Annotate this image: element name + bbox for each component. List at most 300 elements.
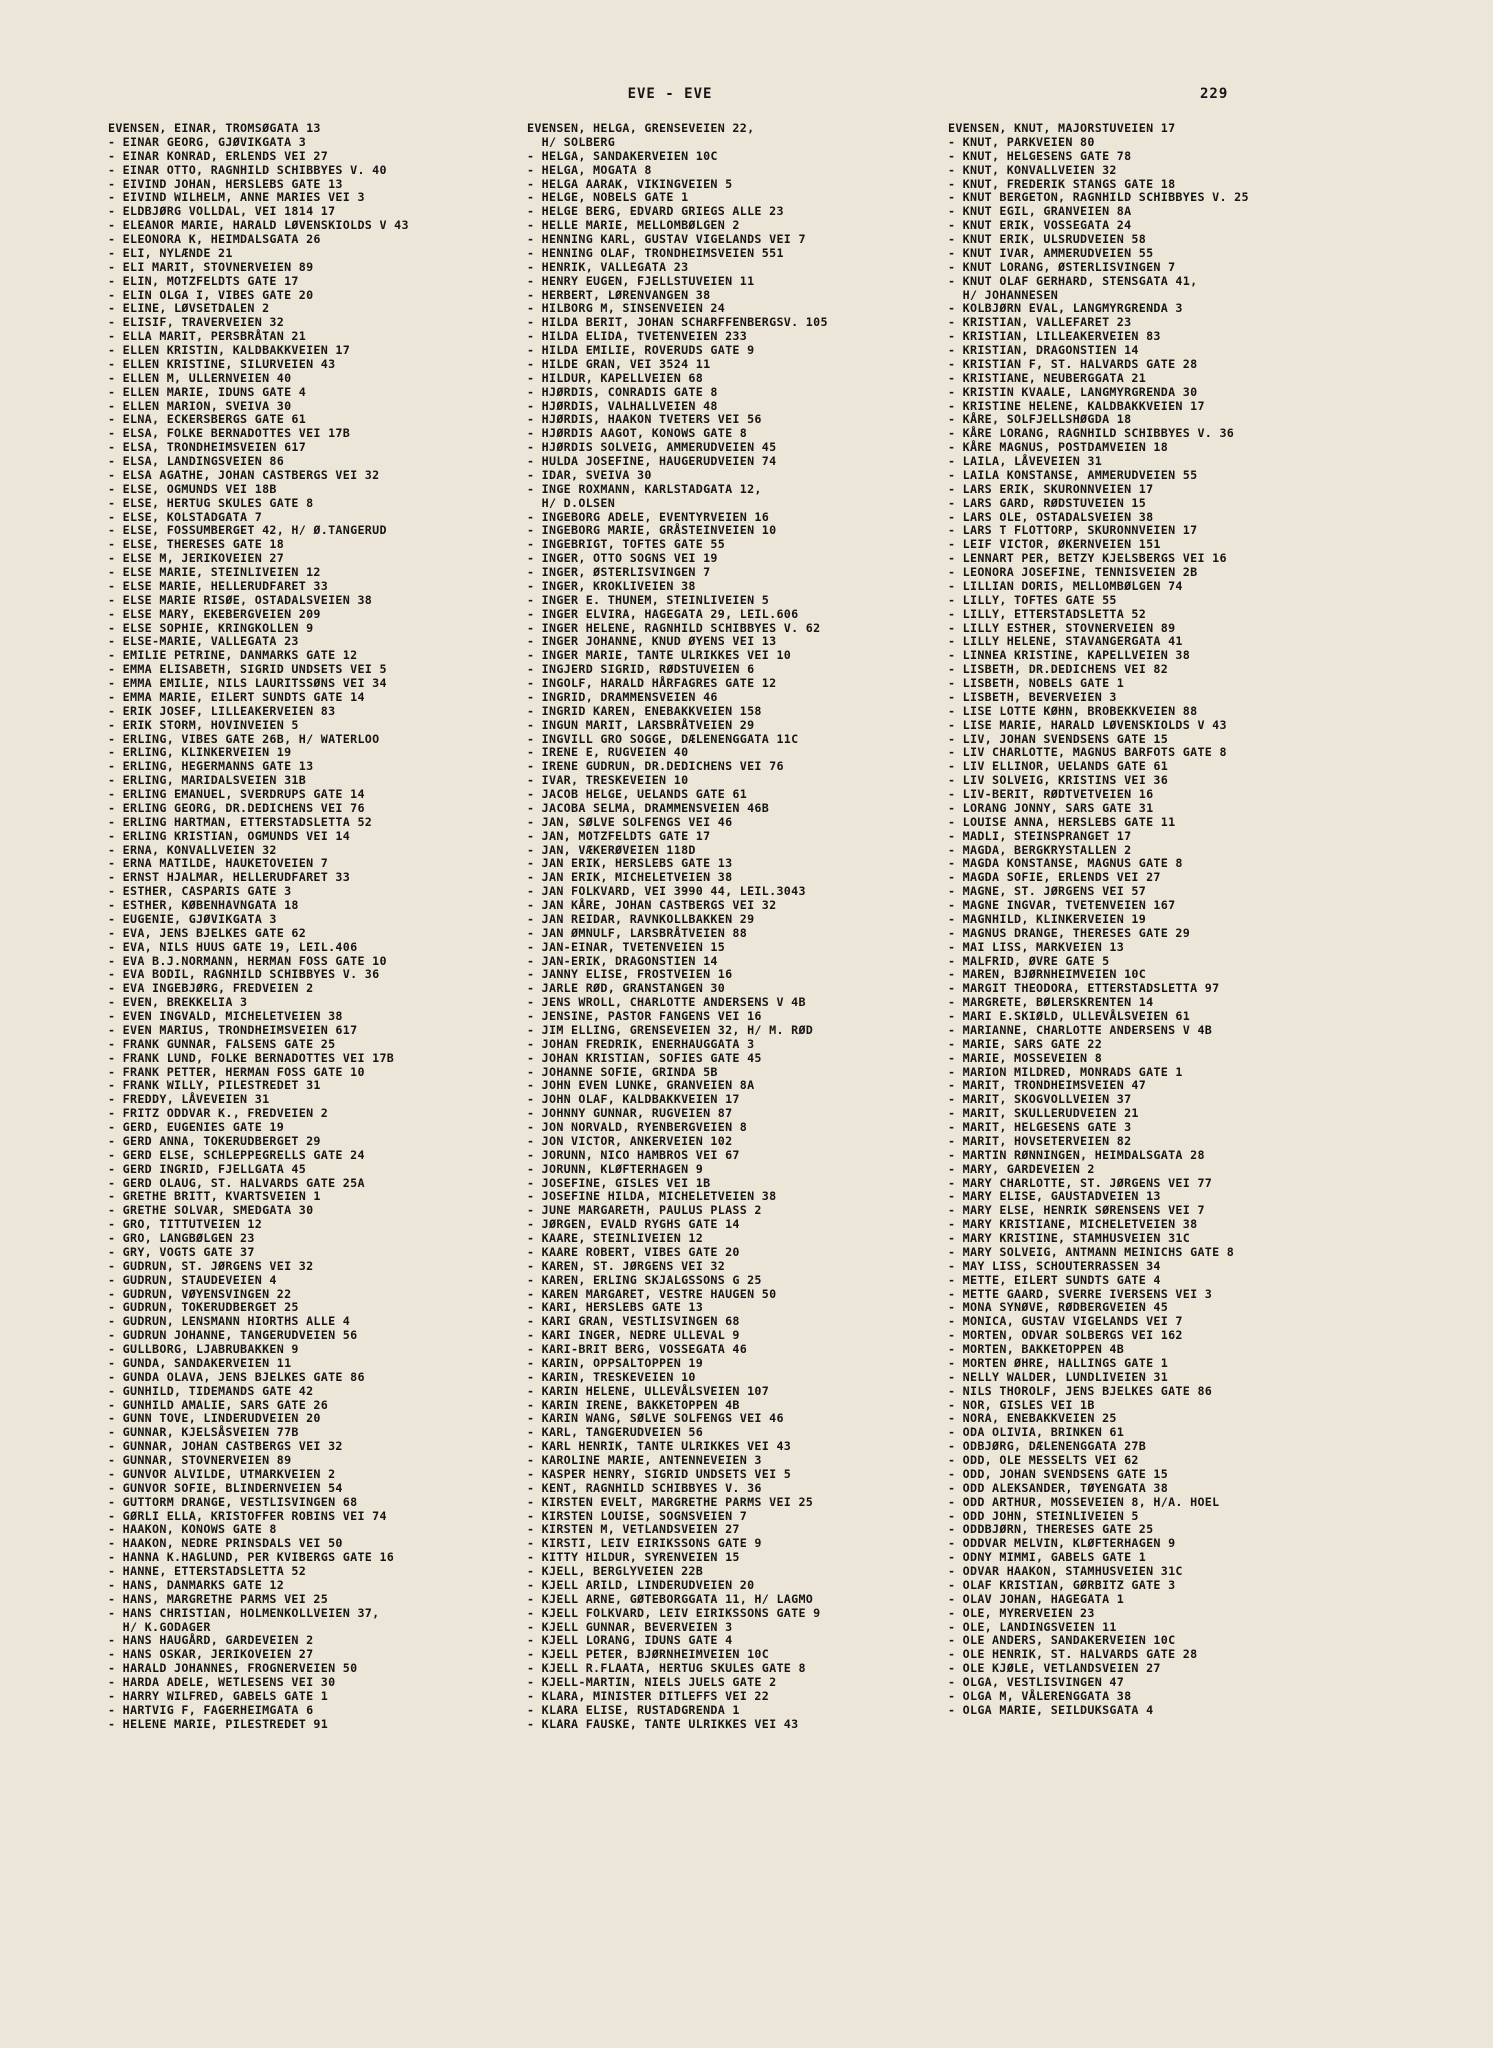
directory-entry: - HELGA, MOGATA 8 — [527, 162, 652, 177]
directory-entry: - LISE LOTTE KØHN, BROBEKKVEIEN 88 — [948, 703, 1198, 718]
directory-entry: - KNUT LORANG, ØSTERLISVINGEN 7 — [948, 259, 1176, 274]
directory-entry: - ODD ALEKSANDER, TØYENGATA 38 — [948, 1480, 1169, 1495]
directory-entry: - JOHN EVEN LUNKE, GRANVEIEN 8A — [527, 1078, 755, 1093]
directory-entry: - JAN-EINAR, TVETENVEIEN 15 — [527, 939, 726, 954]
directory-entry: - HILBORG M, SINSENVEIEN 24 — [527, 301, 726, 316]
directory-entry: - INGOLF, HARALD HÅRFAGRES GATE 12 — [527, 676, 777, 690]
directory-entry: - HENRIK, VALLEGATA 23 — [527, 259, 689, 274]
directory-entry: - ESTHER, CASPARIS GATE 3 — [108, 884, 292, 899]
directory-entry: - ERNST HJALMAR, HELLERUDFARET 33 — [108, 870, 351, 885]
directory-entry: - METTE GAARD, SVERRE IVERSENS VEI 3 — [948, 1286, 1213, 1301]
directory-column-2 — [527, 122, 967, 1732]
directory-entry: - EMMA MARIE, EILERT SUNDTS GATE 14 — [108, 689, 365, 704]
directory-entry: - KJELL R.FLAATA, HERTUG SKULES GATE 8 — [527, 1661, 806, 1676]
directory-entry: - KARL HENRIK, TANTE ULRIKKES VEI 43 — [527, 1439, 792, 1454]
directory-entry: - KASPER HENRY, SIGRID UNDSETS VEI 5 — [527, 1466, 792, 1481]
directory-entry: - INGER JOHANNE, KNUD ØYENS VEI 13 — [527, 634, 777, 649]
directory-entry: - KOLBJØRN EVAL, LANGMYRGRENDA 3 — [948, 301, 1183, 316]
directory-entry: - MARGRETE, BØLERSKRENTEN 14 — [948, 995, 1154, 1010]
directory-entry: - KJELL FOLKVARD, LEIV EIRIKSSONS GATE 9 — [527, 1605, 821, 1620]
directory-entry: - HAAKON, KONOWS GATE 8 — [108, 1522, 277, 1537]
directory-entry: - HJØRDIS SOLVEIG, AMMERUDVEIEN 45 — [527, 440, 777, 455]
directory-entry: - EVA BODIL, RAGNHILD SCHIBBYES V. 36 — [108, 967, 380, 982]
directory-entry: - KRISTIAN F, ST. HALVARDS GATE 28 — [948, 356, 1198, 371]
directory-entry: - ELEANOR MARIE, HARALD LØVENSKIOLDS V 43 — [108, 218, 409, 233]
directory-entry: - ELSE, HERTUG SKULES GATE 8 — [108, 495, 314, 510]
directory-entry: - NORA, ENEBAKKVEIEN 25 — [948, 1411, 1117, 1426]
directory-entry: - LILLY, ETTERSTADSLETTA 52 — [948, 606, 1147, 621]
directory-entry: - ODNY MIMMI, GABELS GATE 1 — [948, 1550, 1147, 1565]
directory-entry: - ERIK STORM, HOVINVEIEN 5 — [108, 717, 299, 732]
directory-entry: EVENSEN, EINAR, TROMSØGATA 13 — [108, 122, 321, 135]
directory-entry: - GUDRUN, VØYENSVINGEN 22 — [108, 1286, 292, 1301]
directory-entry: - ERNA, KONVALLVEIEN 32 — [108, 842, 277, 857]
directory-entry: - ODVAR HAAKON, STAMHUSVEIEN 31C — [948, 1564, 1183, 1578]
directory-entry: - LARS GARD, RØDSTUVEIEN 15 — [948, 495, 1147, 510]
directory-entry: - INGJERD SIGRID, RØDSTUVEIEN 6 — [527, 662, 755, 677]
directory-entry: - JANNY ELISE, FROSTVEIEN 16 — [527, 967, 733, 982]
directory-entry: - GUNNAR, JOHAN CASTBERGS VEI 32 — [108, 1439, 343, 1454]
directory-entry: H/ K.GODAGER — [108, 1619, 211, 1634]
directory-entry: - KJELL ARILD, LINDERUDVEIEN 20 — [527, 1577, 755, 1592]
directory-entry: - KARIN IRENE, BAKKETOPPEN 4B — [527, 1397, 740, 1412]
directory-entry: - GUDRUN, TOKERUDBERGET 25 — [108, 1300, 299, 1315]
directory-entry: - INGER E. THUNEM, STEINLIVEIEN 5 — [527, 592, 770, 607]
directory-entry: - ERLING EMANUEL, SVERDRUPS GATE 14 — [108, 787, 365, 801]
directory-entry: - GUNHILD AMALIE, SARS GATE 26 — [108, 1397, 329, 1412]
directory-entry: - NILS THOROLF, JENS BJELKES GATE 86 — [948, 1383, 1213, 1398]
directory-entry: - INGER, KROKLIVEIEN 38 — [527, 578, 696, 593]
directory-entry: - ELLA MARIT, PERSBRÅTAN 21 — [108, 329, 307, 344]
directory-entry: H/ SOLBERG — [527, 134, 616, 149]
directory-entry: - ELSE, OGMUNDS VEI 18B — [108, 481, 277, 496]
directory-entry: - ELEONORA K, HEIMDALSGATA 26 — [108, 232, 321, 246]
directory-entry: - LAILA KONSTANSE, AMMERUDVEIEN 55 — [948, 467, 1198, 482]
directory-column-3 — [948, 122, 1418, 1718]
directory-entry: - ESTHER, KØBENHAVNGATA 18 — [108, 898, 299, 912]
directory-entry: - JUNE MARGARETH, PAULUS PLASS 2 — [527, 1203, 762, 1218]
directory-entry: - KAREN, ERLING SKJALGSSONS G 25 — [527, 1272, 762, 1287]
directory-entry: - EVA, JENS BJELKES GATE 62 — [108, 925, 307, 940]
directory-entry: - JOSEFINE, GISLES VEI 1B — [527, 1175, 711, 1190]
directory-entry: - ODDBJØRN, THERESES GATE 25 — [948, 1522, 1154, 1537]
directory-entry: - LINNEA KRISTINE, KAPELLVEIEN 38 — [948, 648, 1191, 663]
directory-entry: - HENNING KARL, GUSTAV VIGELANDS VEI 7 — [527, 232, 806, 246]
directory-entry: - ELSE MARIE, STEINLIVEIEN 12 — [108, 565, 321, 579]
directory-entry: - MARION MILDRED, MONRADS GATE 1 — [948, 1064, 1183, 1079]
directory-entry: - GULLBORG, LJABRUBAKKEN 9 — [108, 1342, 299, 1356]
directory-entry: - MONICA, GUSTAV VIGELANDS VEI 7 — [948, 1314, 1183, 1329]
directory-entry: - LISE MARIE, HARALD LØVENSKIOLDS V 43 — [948, 717, 1227, 732]
directory-entry: - IRENE GUDRUN, DR.DEDICHENS VEI 76 — [527, 759, 784, 774]
directory-entry: - MARGIT THEODORA, ETTERSTADSLETTA 97 — [948, 981, 1220, 996]
directory-entry: - IVAR, TRESKEVEIEN 10 — [527, 773, 689, 788]
directory-entry: - JØRGEN, EVALD RYGHS GATE 14 — [527, 1217, 740, 1232]
directory-entry: - ELI, NYLÆNDE 21 — [108, 245, 233, 260]
directory-entry: - HJØRDIS, VALHALLVEIEN 48 — [527, 398, 718, 413]
directory-entry: - ODD, OLE MESSELTS VEI 62 — [948, 1453, 1139, 1467]
directory-entry: - KARL, TANGERUDVEIEN 56 — [527, 1425, 704, 1440]
directory-entry: - LILLY HELENE, STAVANGERGATA 41 — [948, 634, 1183, 649]
directory-entry: - INGER, ØSTERLISVINGEN 7 — [527, 565, 711, 579]
directory-entry: - EMILIE PETRINE, DANMARKS GATE 12 — [108, 648, 358, 663]
directory-entry: - MAGNUS DRANGE, THERESES GATE 29 — [948, 925, 1191, 940]
directory-entry: - KNUT ERIK, ULSRUDVEIEN 58 — [948, 232, 1147, 246]
directory-entry: - HULDA JOSEFINE, HAUGERUDVEIEN 74 — [527, 454, 777, 468]
directory-entry: - OLGA M, VÅLERENGGATA 38 — [948, 1688, 1132, 1703]
directory-entry: - GØRLI ELLA, KRISTOFFER ROBINS VEI 74 — [108, 1508, 387, 1523]
directory-entry: - ELSE, FOSSUMBERGET 42, H/ Ø.TANGERUD — [108, 523, 387, 538]
directory-entry: - LILLY ESTHER, STOVNERVEIEN 89 — [948, 620, 1176, 635]
directory-entry: - JAN, MOTZFELDTS GATE 17 — [527, 828, 711, 843]
directory-entry: - KNUT OLAF GERHARD, STENSGATA 41, — [948, 273, 1198, 288]
directory-entry: - MAREN, BJØRNHEIMVEIEN 10C — [948, 967, 1147, 982]
directory-entry: - ELLEN KRISTIN, KALDBAKKVEIEN 17 — [108, 343, 351, 357]
directory-entry: - ERLING, VIBES GATE 26B, H/ WATERLOO — [108, 731, 380, 746]
directory-entry: - JAN REIDAR, RAVNKOLLBAKKEN 29 — [527, 911, 755, 926]
directory-entry: - LARS OLE, OSTADALSVEIEN 38 — [948, 509, 1154, 524]
directory-entry: - KNUT, PARKVEIEN 80 — [948, 134, 1095, 149]
directory-entry: - JENSINE, PASTOR FANGENS VEI 16 — [527, 1009, 762, 1023]
directory-entry: - GUTTORM DRANGE, VESTLISVINGEN 68 — [108, 1494, 358, 1509]
directory-entry: - GUNHILD, TIDEMANDS GATE 42 — [108, 1383, 314, 1398]
directory-entry: - HENRY EUGEN, FJELLSTUVEIEN 11 — [527, 273, 755, 288]
directory-entry: - HARDA ADELE, WETLESENS VEI 30 — [108, 1675, 336, 1689]
directory-entry: - KIRSTEN LOUISE, SOGNSVEIEN 7 — [527, 1508, 748, 1523]
directory-entry: - LARS ERIK, SKURONNVEIEN 17 — [948, 481, 1154, 496]
directory-entry: - JAN KÅRE, JOHAN CASTBERGS VEI 32 — [527, 898, 777, 912]
directory-entry: - HJØRDIS, CONRADIS GATE 8 — [527, 384, 718, 399]
directory-entry: - KNUT BERGETON, RAGNHILD SCHIBBYES V. 25 — [948, 190, 1249, 205]
directory-entry: - MARIANNE, CHARLOTTE ANDERSENS V 4B — [948, 1022, 1213, 1037]
directory-entry: - HANNE, ETTERSTADSLETTA 52 — [108, 1564, 307, 1578]
directory-entry: - KLARA, MINISTER DITLEFFS VEI 22 — [527, 1688, 770, 1703]
directory-entry: - LILLIAN DORIS, MELLOMBØLGEN 74 — [948, 578, 1183, 593]
directory-entry: - FRANK WILLY, PILESTREDET 31 — [108, 1078, 321, 1093]
directory-entry: - INGER HELENE, RAGNHILD SCHIBBYES V. 62 — [527, 620, 821, 635]
directory-entry: - GUDRUN, LENSMANN HIORTHS ALLE 4 — [108, 1314, 351, 1329]
directory-entry: - KAARE ROBERT, VIBES GATE 20 — [527, 1244, 740, 1259]
directory-entry: - MAGDA KONSTANSE, MAGNUS GATE 8 — [948, 856, 1183, 871]
directory-entry: - KRISTIAN, DRAGONSTIEN 14 — [948, 343, 1139, 357]
directory-entry: - GUNDA OLAVA, JENS BJELKES GATE 86 — [108, 1369, 365, 1384]
directory-entry: - MARIT, TRONDHEIMSVEIEN 47 — [948, 1078, 1147, 1093]
directory-entry: - NELLY WALDER, LUNDLIVEIEN 31 — [948, 1369, 1169, 1384]
directory-entry: - ODDVAR MELVIN, KLØFTERHAGEN 9 — [948, 1536, 1176, 1551]
directory-entry: - MARY KRISTINE, STAMHUSVEIEN 31C — [948, 1231, 1191, 1245]
directory-entry: - JAN FOLKVARD, VEI 3990 44, LEIL.3043 — [527, 884, 806, 899]
directory-entry: - JOHN OLAF, KALDBAKKVEIEN 17 — [527, 1092, 740, 1107]
directory-entry: - MARY SOLVEIG, ANTMANN MEINICHS GATE 8 — [948, 1244, 1235, 1259]
directory-entry: - KLARA ELISE, RUSTADGRENDA 1 — [527, 1702, 740, 1717]
directory-entry: - OLAF KRISTIAN, GØRBITZ GATE 3 — [948, 1577, 1176, 1592]
directory-entry: - MARIT, HELGESENS GATE 3 — [948, 1120, 1132, 1134]
directory-entry: - ELSE, THERESES GATE 18 — [108, 537, 285, 552]
directory-entry: - EVA, NILS HUUS GATE 19, LEIL.406 — [108, 939, 358, 954]
directory-entry: - HELENE MARIE, PILESTREDET 91 — [108, 1716, 329, 1731]
directory-entry: - ELLEN MARION, SVEIVA 30 — [108, 398, 292, 413]
directory-entry: - JAN ERIK, HERSLEBS GATE 13 — [527, 856, 733, 871]
directory-entry: - MAGNHILD, KLINKERVEIEN 19 — [948, 911, 1147, 926]
directory-entry: - OLE, LANDINGSVEIEN 11 — [948, 1619, 1117, 1634]
directory-entry: - MORTEN ØHRE, HALLINGS GATE 1 — [948, 1355, 1169, 1370]
directory-entry: - MAGDA, BERGKRYSTALLEN 2 — [948, 842, 1132, 857]
directory-entry: - KIRSTI, LEIV EIRIKSSONS GATE 9 — [527, 1536, 762, 1551]
directory-entry: - JOHNNY GUNNAR, RUGVEIEN 87 — [527, 1106, 733, 1121]
directory-entry: - MAGNE INGVAR, TVETENVEIEN 167 — [948, 898, 1176, 912]
directory-entry: - GERD INGRID, FJELLGATA 45 — [108, 1161, 307, 1176]
directory-entry: - EVA B.J.NORMANN, HERMAN FOSS GATE 10 — [108, 953, 387, 968]
directory-entry: - ODA OLIVIA, BRINKEN 61 — [948, 1425, 1125, 1440]
directory-entry: - HILDA BERIT, JOHAN SCHARFFENBERGSV. 105 — [527, 315, 828, 330]
directory-entry: - JAN-ERIK, DRAGONSTIEN 14 — [527, 953, 718, 968]
directory-entry: - MARY, GARDEVEIEN 2 — [948, 1161, 1095, 1176]
directory-entry: - ELLEN MARIE, IDUNS GATE 4 — [108, 384, 307, 399]
directory-entry: - IRENE E, RUGVEIEN 40 — [527, 745, 689, 760]
directory-entry: - HANS OSKAR, JERIKOVEIEN 27 — [108, 1647, 314, 1662]
directory-entry: - ELSE M, JERIKOVEIEN 27 — [108, 551, 285, 566]
directory-entry: - HJØRDIS AAGOT, KONOWS GATE 8 — [527, 426, 748, 441]
directory-entry: - GUDRUN, ST. JØRGENS VEI 32 — [108, 1258, 314, 1273]
directory-entry: - JAN ERIK, MICHELETVEIEN 38 — [527, 870, 733, 885]
directory-entry: - MARIT, SKULLERUDVEIEN 21 — [948, 1106, 1139, 1121]
directory-entry: - EINAR GEORG, GJØVIKGATA 3 — [108, 134, 307, 149]
directory-entry: - GUNNAR, STOVNERVEIEN 89 — [108, 1453, 292, 1467]
directory-entry: - ELSA AGATHE, JOHAN CASTBERGS VEI 32 — [108, 467, 380, 482]
directory-entry: - MARTIN RØNNINGEN, HEIMDALSGATA 28 — [948, 1147, 1205, 1162]
directory-entry: - KAROLINE MARIE, ANTENNEVEIEN 3 — [527, 1453, 762, 1467]
directory-entry: - ERIK JOSEF, LILLEAKERVEIEN 83 — [108, 703, 336, 718]
directory-entry: - KIRSTEN EVELT, MARGRETHE PARMS VEI 25 — [527, 1494, 814, 1509]
directory-entry: - JOHANNE SOFIE, GRINDA 5B — [527, 1064, 718, 1079]
directory-entry: - FREDDY, LÅVEVEIEN 31 — [108, 1092, 270, 1107]
directory-entry: - JON NORVALD, RYENBERGVEIEN 8 — [527, 1120, 748, 1134]
directory-entry: - INGEBRIGT, TOFTES GATE 55 — [527, 537, 726, 552]
directory-entry: - JAN, SØLVE SOLFENGS VEI 46 — [527, 814, 733, 829]
directory-entry: - GUDRUN JOHANNE, TANGERUDVEIEN 56 — [108, 1328, 358, 1343]
directory-entry: - HANS CHRISTIAN, HOLMENKOLLVEIEN 37, — [108, 1605, 380, 1620]
directory-entry: - HELGE BERG, EDVARD GRIEGS ALLE 23 — [527, 204, 784, 219]
directory-entry: - LIV CHARLOTTE, MAGNUS BARFOTS GATE 8 — [948, 745, 1227, 760]
directory-entry: - INGER MARIE, TANTE ULRIKKES VEI 10 — [527, 648, 792, 663]
directory-entry: - OLE HENRIK, ST. HALVARDS GATE 28 — [948, 1647, 1198, 1662]
directory-entry: - ELSE-MARIE, VALLEGATA 23 — [108, 634, 299, 649]
directory-entry: - LISBETH, NOBELS GATE 1 — [948, 676, 1125, 690]
directory-entry: - LILLY, TOFTES GATE 55 — [948, 592, 1117, 607]
directory-entry: - LOUISE ANNA, HERSLEBS GATE 11 — [948, 814, 1176, 829]
directory-entry: - KRISTINE HELENE, KALDBAKKVEIEN 17 — [948, 398, 1205, 413]
directory-entry: - LEONORA JOSEFINE, TENNISVEIEN 2B — [948, 565, 1198, 579]
directory-entry: - EVEN INGVALD, MICHELETVEIEN 38 — [108, 1009, 343, 1023]
directory-entry: - ELIN OLGA I, VIBES GATE 20 — [108, 287, 314, 302]
directory-entry: - INGER ELVIRA, HAGEGATA 29, LEIL.606 — [527, 606, 799, 621]
directory-entry: - INGEBORG ADELE, EVENTYRVEIEN 16 — [527, 509, 770, 524]
directory-entry: - ELI MARIT, STOVNERVEIEN 89 — [108, 259, 314, 274]
directory-entry: - JIM ELLING, GRENSEVEIEN 32, H/ M. RØD — [527, 1022, 814, 1037]
directory-entry: - GUNVOR SOFIE, BLINDERNVEIEN 54 — [108, 1480, 343, 1495]
directory-entry: - MORTEN, BAKKETOPPEN 4B — [948, 1342, 1125, 1356]
directory-entry: - MARY ELISE, GAUSTADVEIEN 13 — [948, 1189, 1161, 1204]
directory-entry: - GRY, VOGTS GATE 37 — [108, 1244, 255, 1259]
directory-entry: - KRISTIN KVAALE, LANGMYRGRENDA 30 — [948, 384, 1198, 399]
directory-entry: - ELSE, KOLSTADGATA 7 — [108, 509, 263, 524]
directory-entry: - HARRY WILFRED, GABELS GATE 1 — [108, 1688, 329, 1703]
directory-entry: - KARI, HERSLEBS GATE 13 — [527, 1300, 704, 1315]
directory-entry: - GUNVOR ALVILDE, UTMARKVEIEN 2 — [108, 1466, 336, 1481]
directory-entry: - ELISIF, TRAVERVEIEN 32 — [108, 315, 285, 330]
directory-entry: - HARALD JOHANNES, FROGNERVEIEN 50 — [108, 1661, 358, 1676]
directory-entry: - MARIE, SARS GATE 22 — [948, 1036, 1103, 1051]
directory-entry: - EVA INGEBJØRG, FREDVEIEN 2 — [108, 981, 314, 996]
directory-entry: - KÅRE MAGNUS, POSTDAMVEIEN 18 — [948, 440, 1169, 455]
directory-entry: - GERD ELSE, SCHLEPPEGRELLS GATE 24 — [108, 1147, 365, 1162]
directory-entry: - KNUT IVAR, AMMERUDVEIEN 55 — [948, 245, 1154, 260]
directory-entry: - KARI-BRIT BERG, VOSSEGATA 46 — [527, 1342, 748, 1356]
directory-entry: - EINAR KONRAD, ERLENDS VEI 27 — [108, 148, 329, 163]
directory-entry: - KNUT ERIK, VOSSEGATA 24 — [948, 218, 1132, 233]
directory-entry: - LORANG JONNY, SARS GATE 31 — [948, 800, 1154, 815]
directory-entry: - HANS, DANMARKS GATE 12 — [108, 1577, 285, 1592]
directory-entry: - LAILA, LÅVEVEIEN 31 — [948, 454, 1103, 468]
directory-entry: - KÅRE LORANG, RAGNHILD SCHIBBYES V. 36 — [948, 426, 1235, 441]
directory-entry: - HILDE GRAN, VEI 3524 11 — [527, 356, 711, 371]
directory-entry: - ELNA, ECKERSBERGS GATE 61 — [108, 412, 307, 427]
directory-entry: - JAN, VÆKERØVEIEN 118D — [527, 842, 696, 857]
directory-entry: - HILDA ELIDA, TVETENVEIEN 233 — [527, 329, 748, 344]
directory-entry: - ERLING, MARIDALSVEIEN 31B — [108, 773, 307, 788]
directory-entry: - KRISTIAN, LILLEAKERVEIEN 83 — [948, 329, 1161, 344]
directory-entry: - OLGA MARIE, SEILDUKSGATA 4 — [948, 1702, 1154, 1717]
directory-entry: - MARIE, MOSSEVEIEN 8 — [948, 1050, 1103, 1065]
directory-entry: - GRETHE BRITT, KVARTSVEIEN 1 — [108, 1189, 321, 1204]
directory-entry: - GERD ANNA, TOKERUDBERGET 29 — [108, 1133, 321, 1148]
directory-entry: - LIV ELLINOR, UELANDS GATE 61 — [948, 759, 1169, 774]
directory-entry: - GERD OLAUG, ST. HALVARDS GATE 25A — [108, 1175, 365, 1190]
directory-entry: - JOHAN KRISTIAN, SOFIES GATE 45 — [527, 1050, 762, 1065]
directory-entry: - ELLEN M, ULLERNVEIEN 40 — [108, 370, 292, 385]
directory-entry: - HAAKON, NEDRE PRINSDALS VEI 50 — [108, 1536, 343, 1551]
directory-entry: - INGEBORG MARIE, GRÅSTEINVEIEN 10 — [527, 523, 777, 538]
directory-entry: - HJØRDIS, HAAKON TVETERS VEI 56 — [527, 412, 762, 427]
directory-entry: - LISBETH, BEVERVEIEN 3 — [948, 689, 1117, 704]
directory-entry: - KARI INGER, NEDRE ULLEVAL 9 — [527, 1328, 740, 1343]
directory-entry: - JORUNN, KLØFTERHAGEN 9 — [527, 1161, 704, 1176]
directory-entry: - EUGENIE, GJØVIKGATA 3 — [108, 911, 277, 926]
directory-entry: - GERD, EUGENIES GATE 19 — [108, 1120, 285, 1134]
directory-entry: - ODD ARTHUR, MOSSEVEIEN 8, H/A. HOEL — [948, 1494, 1220, 1509]
directory-entry: - HELGA AARAK, VIKINGVEIEN 5 — [527, 176, 733, 191]
directory-entry: - MARY ELSE, HENRIK SØRENSENS VEI 7 — [948, 1203, 1205, 1218]
directory-entry: - EIVIND JOHAN, HERSLEBS GATE 13 — [108, 176, 343, 191]
directory-entry: - ELDBJØRG VOLLDAL, VEI 1814 17 — [108, 204, 336, 219]
directory-entry: - EVEN, BREKKELIA 3 — [108, 995, 248, 1010]
directory-entry: - GUDRUN, STAUDEVEIEN 4 — [108, 1272, 277, 1287]
directory-entry: - ERLING, KLINKERVEIEN 19 — [108, 745, 292, 760]
directory-entry: - ERLING GEORG, DR.DEDICHENS VEI 76 — [108, 800, 365, 815]
directory-entry: - KARIN, OPPSALTOPPEN 19 — [527, 1355, 704, 1370]
directory-entry: - EVEN MARIUS, TRONDHEIMSVEIEN 617 — [108, 1022, 358, 1037]
directory-entry: - HILDA EMILIE, ROVERUDS GATE 9 — [527, 343, 755, 357]
directory-entry: - JAN ØMNULF, LARSBRÅTVEIEN 88 — [527, 925, 748, 940]
directory-entry: - KNUT, KONVALLVEIEN 32 — [948, 162, 1117, 177]
directory-entry: - ELSE MARIE, HELLERUDFARET 33 — [108, 578, 329, 593]
directory-entry: - KARI GRAN, VESTLISVINGEN 68 — [527, 1314, 740, 1329]
directory-entry: - ELSA, FOLKE BERNADOTTES VEI 17B — [108, 426, 351, 441]
directory-entry: EVENSEN, KNUT, MAJORSTUVEIEN 17 — [948, 122, 1176, 135]
directory-entry: - KLARA FAUSKE, TANTE ULRIKKES VEI 43 — [527, 1716, 799, 1731]
directory-entry: - KAREN, ST. JØRGENS VEI 32 — [527, 1258, 726, 1273]
directory-entry: - KARIN HELENE, ULLEVÅLSVEIEN 107 — [527, 1383, 770, 1398]
directory-entry: - HANS HAUGÅRD, GARDEVEIEN 2 — [108, 1633, 314, 1648]
directory-entry: - ERLING KRISTIAN, OGMUNDS VEI 14 — [108, 828, 351, 843]
directory-entry: - KJELL-MARTIN, NIELS JUELS GATE 2 — [527, 1675, 777, 1689]
directory-entry: - ELSA, LANDINGSVEIEN 86 — [108, 454, 285, 468]
directory-entry: - OLGA, VESTLISVINGEN 47 — [948, 1675, 1125, 1689]
directory-entry: - MAI LISS, MARKVEIEN 13 — [948, 939, 1125, 954]
directory-entry: - HARTVIG F, FAGERHEIMGATA 6 — [108, 1702, 314, 1717]
directory-entry: - OLE KJØLE, VETLANDSVEIEN 27 — [948, 1661, 1161, 1676]
directory-entry: H/ D.OLSEN — [527, 495, 616, 510]
directory-entry: H/ JOHANNESEN — [948, 287, 1059, 302]
directory-entry: - ERLING HARTMAN, ETTERSTADSLETTA 52 — [108, 814, 373, 829]
directory-entry: - EINAR OTTO, RAGNHILD SCHIBBYES V. 40 — [108, 162, 387, 177]
directory-entry: - JENS WROLL, CHARLOTTE ANDERSENS V 4B — [527, 995, 806, 1010]
directory-entry: EVENSEN, HELGA, GRENSEVEIEN 22, — [527, 122, 755, 135]
directory-entry: - KENT, RAGNHILD SCHIBBYES V. 36 — [527, 1480, 762, 1495]
directory-entry: - LIV SOLVEIG, KRISTINS VEI 36 — [948, 773, 1169, 788]
directory-entry: - LIV, JOHAN SVENDSENS GATE 15 — [948, 731, 1169, 746]
directory-entry: - MONA SYNØVE, RØDBERGVEIEN 45 — [948, 1300, 1169, 1315]
directory-entry: - OLE, MYRERVEIEN 23 — [948, 1605, 1095, 1620]
directory-entry: - EMMA EMILIE, NILS LAURITSSØNS VEI 34 — [108, 676, 387, 690]
directory-entry: - FRANK LUND, FOLKE BERNADOTTES VEI 17B — [108, 1050, 395, 1065]
directory-entry: - JORUNN, NICO HAMBROS VEI 67 — [527, 1147, 740, 1162]
directory-entry: - FRANK PETTER, HERMAN FOSS GATE 10 — [108, 1064, 365, 1079]
directory-entry: - ERNA MATILDE, HAUKETOVEIEN 7 — [108, 856, 329, 871]
directory-entry: - NOR, GISLES VEI 1B — [948, 1397, 1095, 1412]
directory-entry: - GUNDA, SANDAKERVEIEN 11 — [108, 1355, 292, 1370]
directory-entry: - MARIT, HOVSETERVEIEN 82 — [948, 1133, 1132, 1148]
directory-entry: - KJELL ARNE, GØTEBORGGATA 11, H/ LAGMO — [527, 1591, 814, 1606]
directory-entry: - MAGNE, ST. JØRGENS VEI 57 — [948, 884, 1147, 899]
directory-entry: - KRISTIAN, VALLEFARET 23 — [948, 315, 1132, 330]
directory-entry: - JARLE RØD, GRANSTANGEN 30 — [527, 981, 726, 996]
directory-entry: - HELLE MARIE, MELLOMBØLGEN 2 — [527, 218, 740, 233]
directory-entry: - MARY KRISTIANE, MICHELETVEIEN 38 — [948, 1217, 1198, 1232]
directory-entry: - INGER, OTTO SOGNS VEI 19 — [527, 551, 718, 566]
directory-entry: - FRANK GUNNAR, FALSENS GATE 25 — [108, 1036, 336, 1051]
directory-entry: - KIRSTEN M, VETLANDSVEIEN 27 — [527, 1522, 740, 1537]
directory-entry: - ELLEN KRISTINE, SILURVEIEN 43 — [108, 356, 336, 371]
directory-entry: - MAY LISS, SCHOUTERRASSEN 34 — [948, 1258, 1161, 1273]
directory-entry: - KÅRE, SOLFJELLSHØGDA 18 — [948, 412, 1132, 427]
directory-entry: - MAGDA SOFIE, ERLENDS VEI 27 — [948, 870, 1161, 885]
directory-entry: - METTE, EILERT SUNDTS GATE 4 — [948, 1272, 1161, 1287]
directory-entry: - HANS, MARGRETHE PARMS VEI 25 — [108, 1591, 329, 1606]
directory-entry: - MARI E.SKIØLD, ULLEVÅLSVEIEN 61 — [948, 1009, 1191, 1023]
directory-entry: - MARIT, SKOGVOLLVEIEN 37 — [948, 1092, 1132, 1107]
directory-entry: - INGUN MARIT, LARSBRÅTVEIEN 29 — [527, 717, 755, 732]
directory-entry: - ERLING, HEGERMANNS GATE 13 — [108, 759, 314, 774]
directory-entry: - JOSEFINE HILDA, MICHELETVEIEN 38 — [527, 1189, 777, 1204]
directory-entry: - LARS T FLOTTORP, SKURONNVEIEN 17 — [948, 523, 1198, 538]
directory-entry: - INGRID, DRAMMENSVEIEN 46 — [527, 689, 718, 704]
directory-entry: - EMMA ELISABETH, SIGRID UNDSETS VEI 5 — [108, 662, 387, 677]
directory-entry: - INGE ROXMANN, KARLSTADGATA 12, — [527, 481, 762, 496]
directory-entry: - MADLI, STEINSPRANGET 17 — [948, 828, 1132, 843]
directory-entry: - ODD JOHN, STEINLIVEIEN 5 — [948, 1508, 1139, 1523]
directory-entry: - KJELL LORANG, IDUNS GATE 4 — [527, 1633, 733, 1648]
